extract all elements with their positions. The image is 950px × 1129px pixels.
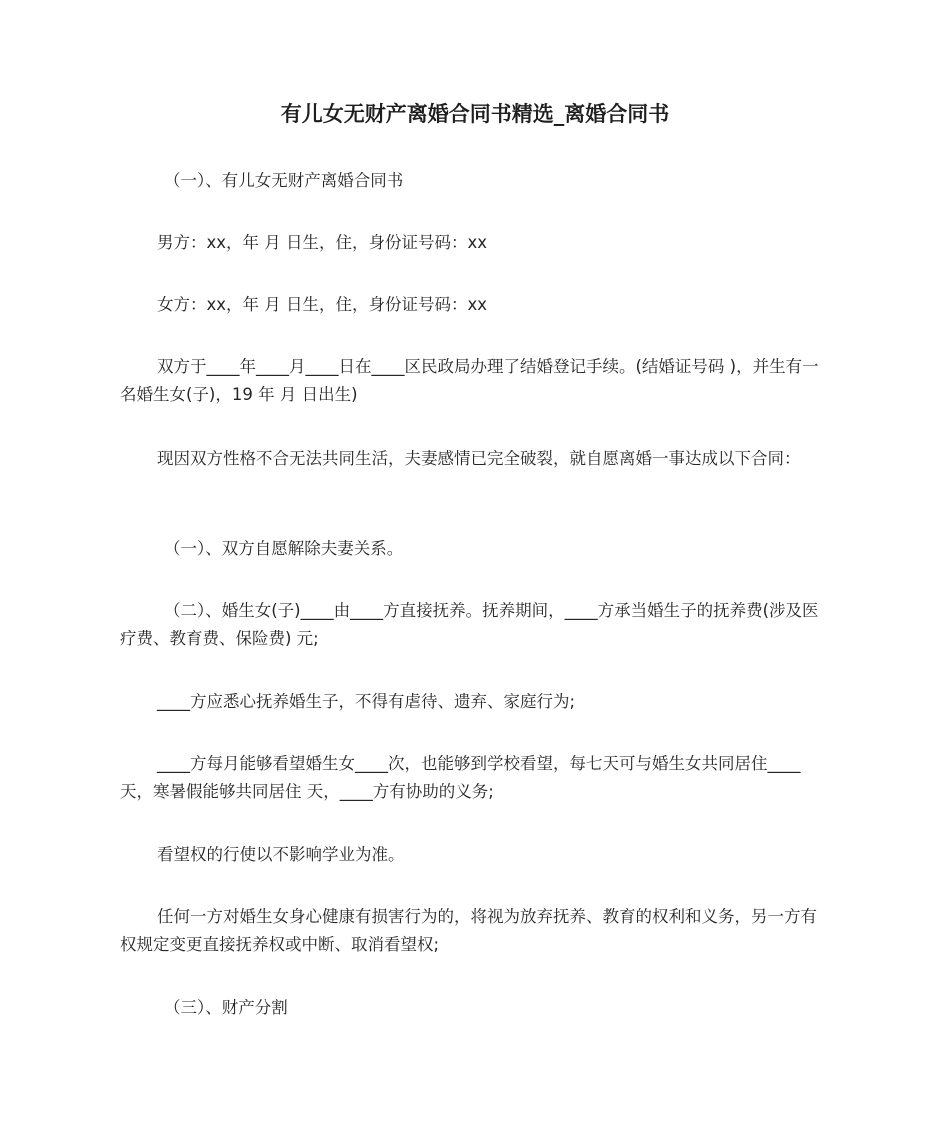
paragraph-female-party: 女方：xx，年 月 日生，住，身份证号码：xx [157, 295, 488, 314]
paragraph-harm-clause: 任何一方对婚生女身心健康有损害行为的，将视为放弃抚养、教育的权利和义务，另一方有权规定变更直接抚养权或中断、取消看望权; [120, 907, 817, 954]
paragraph-marriage-registration: 双方于____年____月____日在____区民政局办理了结婚登记手续。(结婚证号码 )，并生有一名婚生女(子)，19 年 月 日出生) [120, 357, 819, 404]
paragraph-visitation-limit: 看望权的行使以不影响学业为准。 [157, 845, 405, 864]
clause-1: （一）、双方自愿解除夫妻关系。 [164, 539, 404, 558]
paragraph-visitation: ____方每月能够看望婚生女____次，也能够到学校看望，每七天可与婚生女共同居住____天，寒暑假能够共同居住 天，____方有协助的义务; [120, 754, 801, 801]
section-heading-3: （三）、财产分割 [164, 998, 288, 1017]
paragraph-reason: 现因双方性格不合无法共同生活，夫妻感情已完全破裂，就自愿离婚一事达成以下合同： [157, 449, 801, 468]
paragraph-male-party: 男方：xx，年 月 日生，住，身份证号码：xx [157, 233, 488, 252]
clause-2: （二）、婚生女(子)____由____方直接抚养。抚养期间，____方承当婚生子的抚养费(涉及医疗费、教育费、保险费) 元; [120, 601, 819, 648]
document-title: 有儿女无财产离婚合同书精选_离婚合同书 [280, 102, 670, 126]
paragraph-care-duty: ____方应悉心抚养婚生子，不得有虐待、遗弃、家庭行为; [157, 692, 576, 711]
section-heading-1: （一）、有儿女无财产离婚合同书 [164, 171, 404, 190]
